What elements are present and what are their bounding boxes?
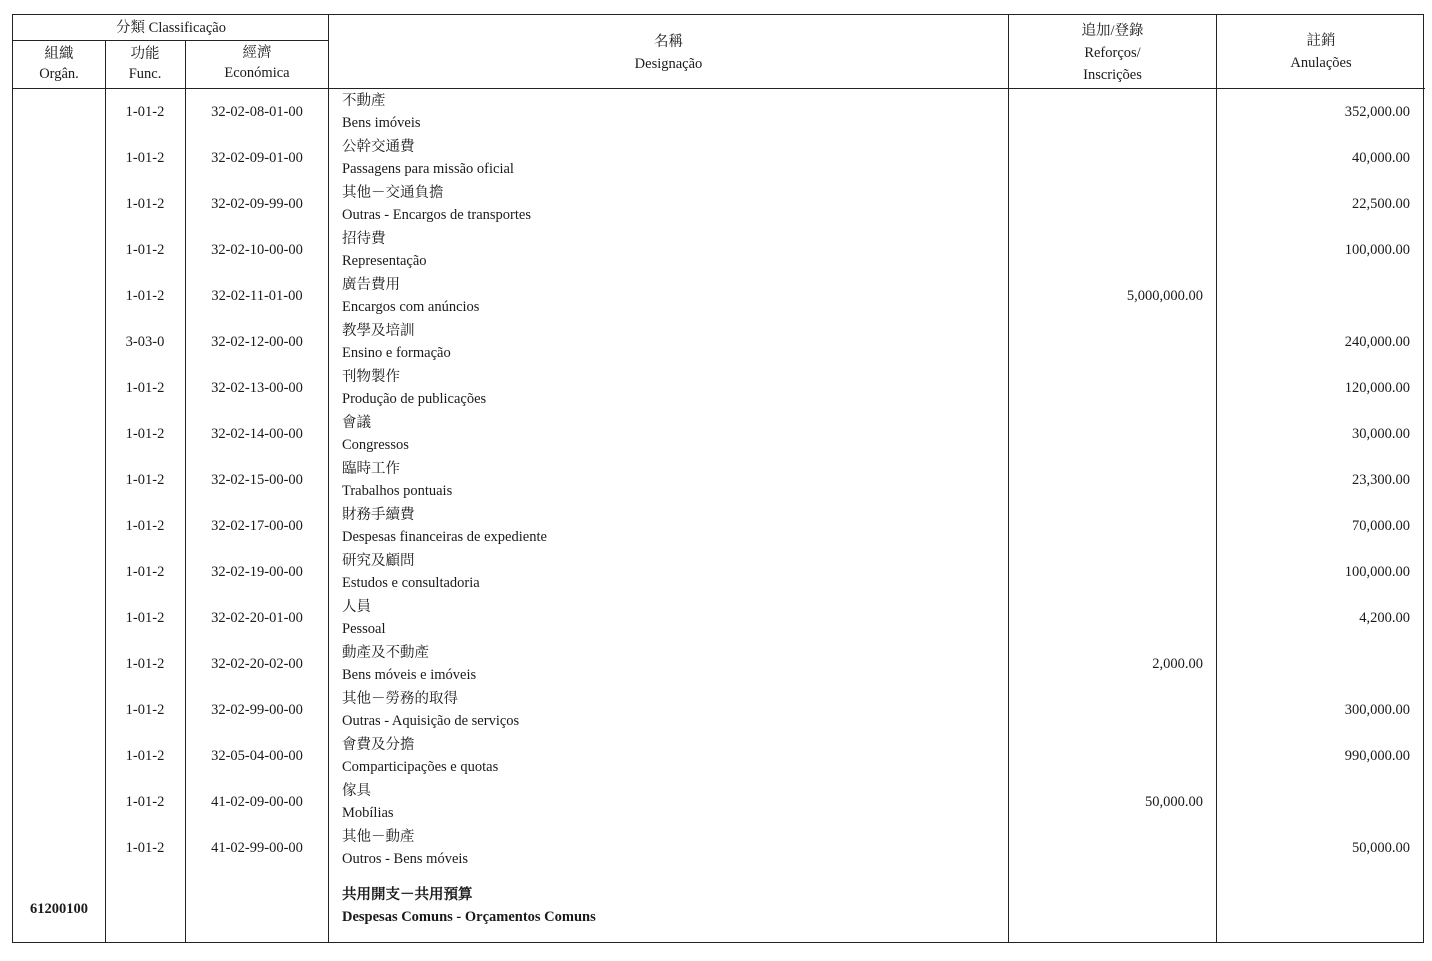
designation [342,274,1002,318]
designation-pt: Outras - Aquisição de serviços [342,713,520,729]
designation-zh: 研究及顧問 [342,553,415,569]
table-row [13,642,1425,688]
anulacao-amount: 50,000.00 [1352,840,1410,856]
economic-code: 32-02-20-02-00 [211,656,303,672]
designation-zh: 財務手續費 [342,507,415,523]
header-classification-label: 分類 Classificação [116,20,226,36]
designation-pt: Pessoal [342,621,386,637]
table-row [13,228,1425,274]
table-row [13,182,1425,228]
anulacao-amount: 990,000.00 [1344,748,1410,764]
designation-pt: Bens imóveis [342,115,421,131]
table-row [13,734,1425,780]
header-reforcos-pt-line2: Inscrições [1083,67,1142,83]
anulacao-amount: 4,200.00 [1359,610,1410,626]
anulacao-amount: 300,000.00 [1344,702,1410,718]
header-econ [185,43,329,83]
designation [342,182,1002,226]
economic-code: 32-05-04-00-00 [211,748,303,764]
designation-pt: Passagens para missão oficial [342,161,514,177]
table-row [13,550,1425,596]
economic-code: 32-02-11-01-00 [211,288,303,304]
header-econ-zh: 經濟 [242,45,272,61]
economic-code: 32-02-20-01-00 [211,610,303,626]
anulacao-amount: 352,000.00 [1344,104,1410,120]
anulacao-amount: 23,300.00 [1352,472,1410,488]
header-designation [329,31,1008,75]
func-code: 1-01-2 [125,196,165,212]
header-reforcos-zh: 追加/登錄 [1081,23,1144,39]
classification-underline [13,40,329,41]
economic-code: 32-02-14-00-00 [211,426,303,442]
designation-zh: 會議 [342,415,371,431]
designation-zh: 會費及分擔 [342,737,415,753]
economic-code: 32-02-12-00-00 [211,334,303,350]
designation-pt: Representação [342,253,427,269]
designation [342,780,1002,824]
func-code: 1-01-2 [125,472,165,488]
economic-code: 32-02-10-00-00 [211,242,303,258]
header-anulacoes-zh: 註銷 [1306,33,1336,49]
designation [342,136,1002,180]
designation-zh: 廣告費用 [342,277,400,293]
func-code: 1-01-2 [125,610,165,626]
economic-code: 32-02-13-00-00 [211,380,303,396]
table-row [13,320,1425,366]
func-code: 1-01-2 [125,380,165,396]
economic-code: 32-02-08-01-00 [211,104,303,120]
func-code: 1-01-2 [125,656,165,672]
section-heading-row [13,884,1425,930]
header-reforcos-pt-line1: Reforços/ [1084,45,1141,61]
header-designation-pt: Designação [634,56,703,72]
func-code: 1-01-2 [125,840,165,856]
table-row [13,136,1425,182]
economic-code: 32-02-09-01-00 [211,150,303,166]
table-row [13,688,1425,734]
header-reforcos [1009,20,1216,86]
designation-zh: 刊物製作 [342,369,400,385]
anulacao-amount: 70,000.00 [1352,518,1410,534]
designation-zh: 其他－動產 [342,829,415,845]
section-designation-pt: Despesas Comuns - Orçamentos Comuns [342,909,596,925]
designation-pt: Encargos com anúncios [342,299,480,315]
designation-zh: 傢具 [342,783,371,799]
designation-zh: 人員 [342,599,371,615]
designation [342,458,1002,502]
designation-pt: Ensino e formação [342,345,451,361]
designation-pt: Trabalhos pontuais [342,483,453,499]
economic-code: 32-02-15-00-00 [211,472,303,488]
header-econ-pt: Económica [224,65,290,81]
designation [342,366,1002,410]
designation [342,688,1002,732]
designation [342,734,1002,778]
reforco-amount: 2,000.00 [1152,656,1203,672]
anulacao-amount: 22,500.00 [1352,196,1410,212]
organ-code: 61200100 [30,901,88,917]
economic-code: 32-02-17-00-00 [211,518,303,534]
designation-zh: 不動產 [342,93,386,109]
reforco-amount: 5,000,000.00 [1126,288,1203,304]
anulacao-amount: 100,000.00 [1344,564,1410,580]
designation [342,826,1002,870]
section-designation [342,884,1002,928]
anulacao-amount: 30,000.00 [1352,426,1410,442]
table-row [13,826,1425,872]
table-row [13,596,1425,642]
header-anulacoes [1217,30,1425,74]
designation-zh: 臨時工作 [342,461,400,477]
table-row [13,504,1425,550]
header-organ [13,44,105,84]
economic-code: 32-02-99-00-00 [211,702,303,718]
anulacao-amount: 120,000.00 [1344,380,1410,396]
func-code: 1-01-2 [125,518,165,534]
anulacao-amount: 240,000.00 [1344,334,1410,350]
designation [342,412,1002,456]
func-code: 1-01-2 [125,794,165,810]
designation-pt: Mobílias [342,805,394,821]
economic-code: 32-02-19-00-00 [211,564,303,580]
designation [342,642,1002,686]
designation-pt: Bens móveis e imóveis [342,667,477,683]
anulacao-amount: 40,000.00 [1352,150,1410,166]
designation [342,90,1002,134]
func-code: 1-01-2 [125,748,165,764]
economic-code: 41-02-09-00-00 [211,794,303,810]
anulacao-amount: 100,000.00 [1344,242,1410,258]
economic-code: 32-02-09-99-00 [211,196,303,212]
designation-pt: Outras - Encargos de transportes [342,207,531,223]
designation-pt: Outros - Bens móveis [342,851,469,867]
header-organ-pt: Orgân. [39,66,79,82]
designation-zh: 公幹交通費 [342,139,415,155]
header-anulacoes-pt: Anulações [1290,55,1352,71]
designation [342,504,1002,548]
header-designation-zh: 名稱 [654,34,683,50]
header-bottom-rule [13,88,1425,89]
section-designation-zh: 共用開支－共用預算 [342,887,473,903]
table-row [13,274,1425,320]
designation-zh: 教學及培訓 [342,323,415,339]
func-code: 1-01-2 [125,564,165,580]
designation-zh: 招待費 [342,231,386,247]
header-func-zh: 功能 [130,46,160,62]
designation [342,320,1002,364]
reforco-amount: 50,000.00 [1145,794,1203,810]
designation-pt: Estudos e consultadoria [342,575,480,591]
func-code: 1-01-2 [125,104,165,120]
func-code: 1-01-2 [125,288,165,304]
table-row [13,412,1425,458]
designation [342,596,1002,640]
func-code: 3-03-0 [125,334,165,350]
table-row [13,780,1425,826]
budget-table [12,14,1424,943]
designation-pt: Despesas financeiras de expediente [342,529,547,545]
func-code: 1-01-2 [125,702,165,718]
designation [342,550,1002,594]
designation [342,228,1002,272]
designation-pt: Comparticipações e quotas [342,759,499,775]
header-classification [13,18,329,38]
economic-code: 41-02-99-00-00 [211,840,303,856]
designation-zh: 其他－勞務的取得 [342,691,458,707]
table-row [13,458,1425,504]
table-row [13,366,1425,412]
func-code: 1-01-2 [125,150,165,166]
func-code: 1-01-2 [125,242,165,258]
designation-pt: Congressos [342,437,409,453]
designation-pt: Produção de publicações [342,391,487,407]
table-row [13,90,1425,136]
header-func-pt: Func. [128,66,162,82]
header-organ-zh: 組織 [44,46,74,62]
func-code: 1-01-2 [125,426,165,442]
header-func [105,44,185,84]
designation-zh: 動產及不動產 [342,645,429,661]
designation-zh: 其他－交通負擔 [342,185,444,201]
